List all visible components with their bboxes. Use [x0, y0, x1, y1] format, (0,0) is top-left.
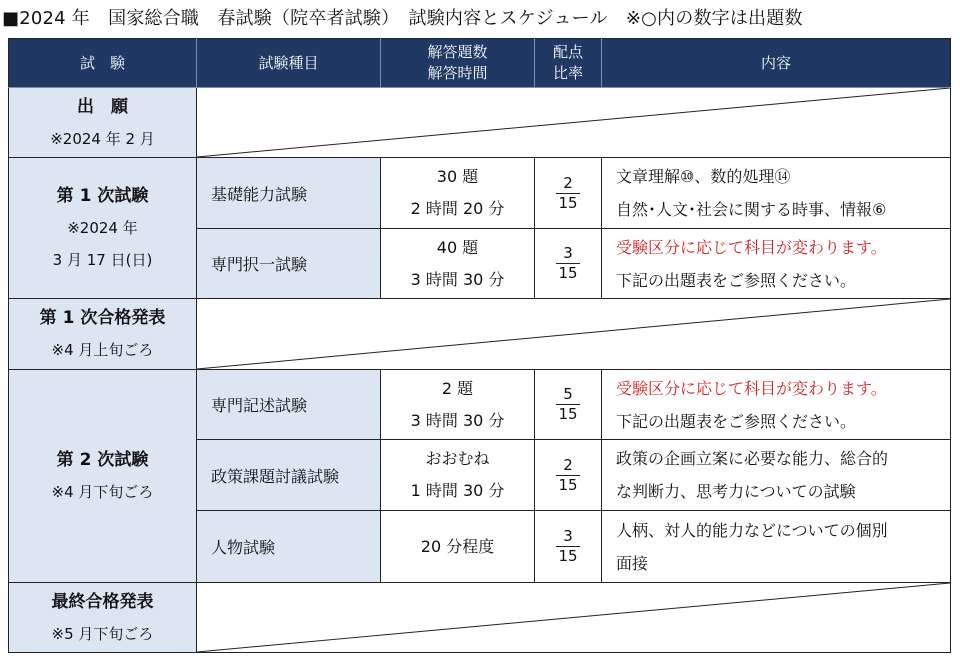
duration-cell — [381, 511, 535, 583]
question-count: 40 題 — [436, 237, 479, 257]
ratio-numerator: 2 — [563, 173, 573, 192]
stage-name: 第 1 次合格発表 — [39, 308, 166, 328]
header-type: 試験種目 — [197, 39, 381, 88]
header-exam: 試 験 — [9, 39, 197, 88]
content-line: な判断力、思考力についての試験 — [616, 482, 856, 501]
question-count: 2 題 — [441, 378, 474, 398]
table-row — [9, 370, 951, 440]
diagonal-line — [197, 583, 950, 652]
empty-diagonal-cell — [197, 299, 951, 370]
header-ratio — [535, 39, 602, 88]
stage-first-result — [9, 299, 197, 370]
duration: 3 時間 30 分 — [410, 410, 505, 430]
ratio-denominator: 15 — [558, 264, 578, 282]
table-row-application — [9, 88, 951, 158]
duration: 3 時間 30 分 — [410, 269, 505, 289]
stage-first-exam — [9, 158, 197, 299]
exam-content — [602, 440, 951, 511]
header-ratio-bottom: 比率 — [552, 64, 583, 82]
header-duration: 解答時間 — [427, 64, 488, 82]
diagonal-line — [197, 299, 950, 369]
empty-diagonal-cell — [197, 88, 951, 158]
page-title: ■2024 年 国家総合職 春試験（院卒者試験） 試験内容とスケジュール ※○内の数字は出題数 — [2, 8, 803, 29]
stage-note: 3 月 17 日(日) — [52, 251, 153, 269]
stage-application — [9, 88, 197, 158]
content-line-emphasis: 受験区分に応じて科目が変わります。 — [616, 378, 887, 398]
exam-type: 人物試験 — [197, 511, 381, 583]
header-ratio-top: 配点 — [552, 43, 583, 61]
content-line: 自然･人文･社会に関する時事、情報⑥ — [616, 200, 887, 219]
ratio-numerator: 5 — [563, 385, 573, 403]
exam-type: 専門択一試験 — [197, 229, 381, 299]
exam-content — [602, 370, 951, 440]
count-duration — [381, 158, 535, 229]
exam-type: 専門記述試験 — [197, 370, 381, 440]
count-duration — [381, 229, 535, 299]
header-row — [9, 39, 951, 88]
ratio-denominator: 15 — [558, 475, 578, 494]
ratio-numerator: 2 — [563, 455, 573, 474]
stage-name: 最終合格発表 — [51, 591, 154, 612]
header-count-duration — [381, 39, 535, 88]
stage-note: ※2024 年 2 月 — [50, 129, 155, 148]
stage-note: ※4 月下旬ごろ — [51, 483, 154, 501]
content-line: 文章理解⑩、数的処理⑭ — [616, 167, 791, 186]
exam-content — [602, 158, 951, 229]
count-duration — [381, 370, 535, 440]
empty-diagonal-cell — [197, 583, 951, 653]
diagonal-line — [197, 88, 950, 157]
stage-note: ※4 月上旬ごろ — [51, 341, 154, 359]
header-content: 内容 — [602, 39, 951, 88]
stage-note: ※5 月下旬ごろ — [51, 624, 154, 643]
content-line-emphasis: 受験区分に応じて科目が変わります。 — [616, 237, 887, 257]
score-ratio — [535, 511, 602, 583]
score-ratio — [535, 229, 602, 299]
stage-note: ※2024 年 — [67, 219, 138, 237]
exam-content — [602, 511, 951, 583]
ratio-denominator: 15 — [558, 405, 578, 423]
stage-name: 出 願 — [77, 96, 128, 117]
duration: 1 時間 30 分 — [410, 481, 505, 500]
exam-type: 政策課題討議試験 — [197, 440, 381, 511]
content-line: 政策の企画立案に必要な能力、総合的 — [616, 449, 889, 468]
content-line: 人柄、対人的能力などについての個別 — [616, 520, 888, 540]
question-count: おおむね — [425, 449, 490, 468]
stage-name: 第 2 次試験 — [56, 450, 149, 470]
score-ratio — [535, 440, 602, 511]
ratio-denominator: 15 — [558, 547, 578, 565]
duration: 2 時間 20 分 — [410, 199, 505, 218]
table-row-final-result — [9, 583, 951, 653]
content-line: 下記の出題表をご参照ください。 — [616, 411, 857, 431]
stage-second-exam — [9, 370, 197, 583]
exam-content — [602, 229, 951, 299]
header-count: 解答題数 — [427, 43, 488, 61]
table-row — [9, 158, 951, 229]
stage-name: 第 1 次試験 — [56, 186, 149, 206]
question-count: 30 題 — [436, 167, 479, 186]
ratio-numerator: 3 — [563, 244, 573, 262]
content-line: 下記の出題表をご参照ください。 — [616, 270, 857, 290]
score-ratio — [535, 370, 602, 440]
schedule-table — [8, 38, 951, 653]
content-line: 面接 — [616, 553, 649, 573]
exam-type: 基礎能力試験 — [197, 158, 381, 229]
ratio-denominator: 15 — [558, 193, 578, 212]
ratio-numerator: 3 — [563, 527, 573, 545]
count-duration — [381, 440, 535, 511]
table-row-first-result — [9, 299, 951, 370]
stage-final-result — [9, 583, 197, 653]
duration: 20 分程度 — [420, 536, 495, 556]
score-ratio — [535, 158, 602, 229]
